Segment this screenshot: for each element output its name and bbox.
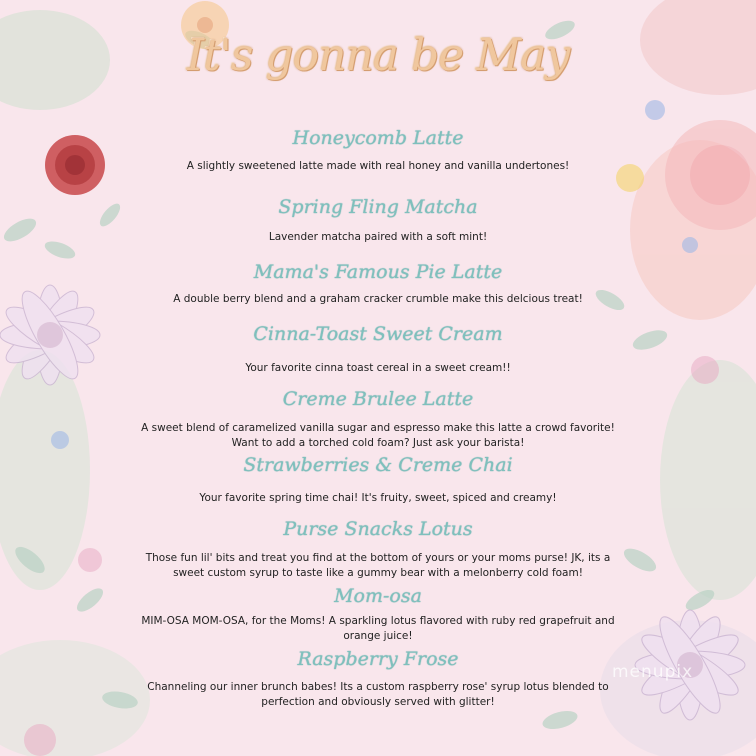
menu-item-name: Honeycomb Latte <box>292 127 464 149</box>
menu-item-name: Spring Fling Matcha <box>278 196 478 218</box>
watermark-text: menupix <box>612 662 694 682</box>
menu-item-description: Your favorite cinna toast cereal in a sweet cream!! <box>245 362 511 374</box>
menu-item-name: Mama's Famous Pie Latte <box>253 261 503 283</box>
menu-item-description: Your favorite spring time chai! It's fruity, sweet, spiced and creamy! <box>199 492 557 504</box>
menu-item-description: MIM-OSA MOM-OSA, for the Moms! A sparkling lotus flavored with ruby red grapefruit and orange juice! <box>141 615 615 642</box>
menu-item-name: Purse Snacks Lotus <box>283 518 473 540</box>
menu-item-description: Those fun lil' bits and treat you find at the bottom of yours or your moms purse! JK, its a sweet custom syrup to taste like a gummy bear with a melonberry cold foam! <box>145 552 611 579</box>
menu-item-description: A double berry blend and a graham cracker crumble make this delcious treat! <box>173 293 583 305</box>
menu-item-name: Cinna-Toast Sweet Cream <box>253 323 503 345</box>
menu-item-description: A slightly sweetened latte made with real honey and vanilla undertones! <box>186 160 570 172</box>
menu-item-description: Channeling our inner brunch babes! Its a custom raspberry rose' syrup lotus blended to perfection and obviously served with glitter! <box>147 681 609 708</box>
menu-item-name: Mom-osa <box>334 585 422 607</box>
menu-item-name: Creme Brulee Latte <box>282 388 474 410</box>
menu-item-name: Raspberry Frose <box>297 648 459 670</box>
menu-item-name: Strawberries & Creme Chai <box>243 454 513 476</box>
menu-item-description: A sweet blend of caramelized vanilla sugar and espresso make this latte a crowd favorite! Want to add a torched cold foam? Just ask your barista! <box>141 422 615 449</box>
menu-title: It's gonna be May <box>186 30 570 81</box>
menu-item-description: Lavender matcha paired with a soft mint! <box>268 231 488 243</box>
